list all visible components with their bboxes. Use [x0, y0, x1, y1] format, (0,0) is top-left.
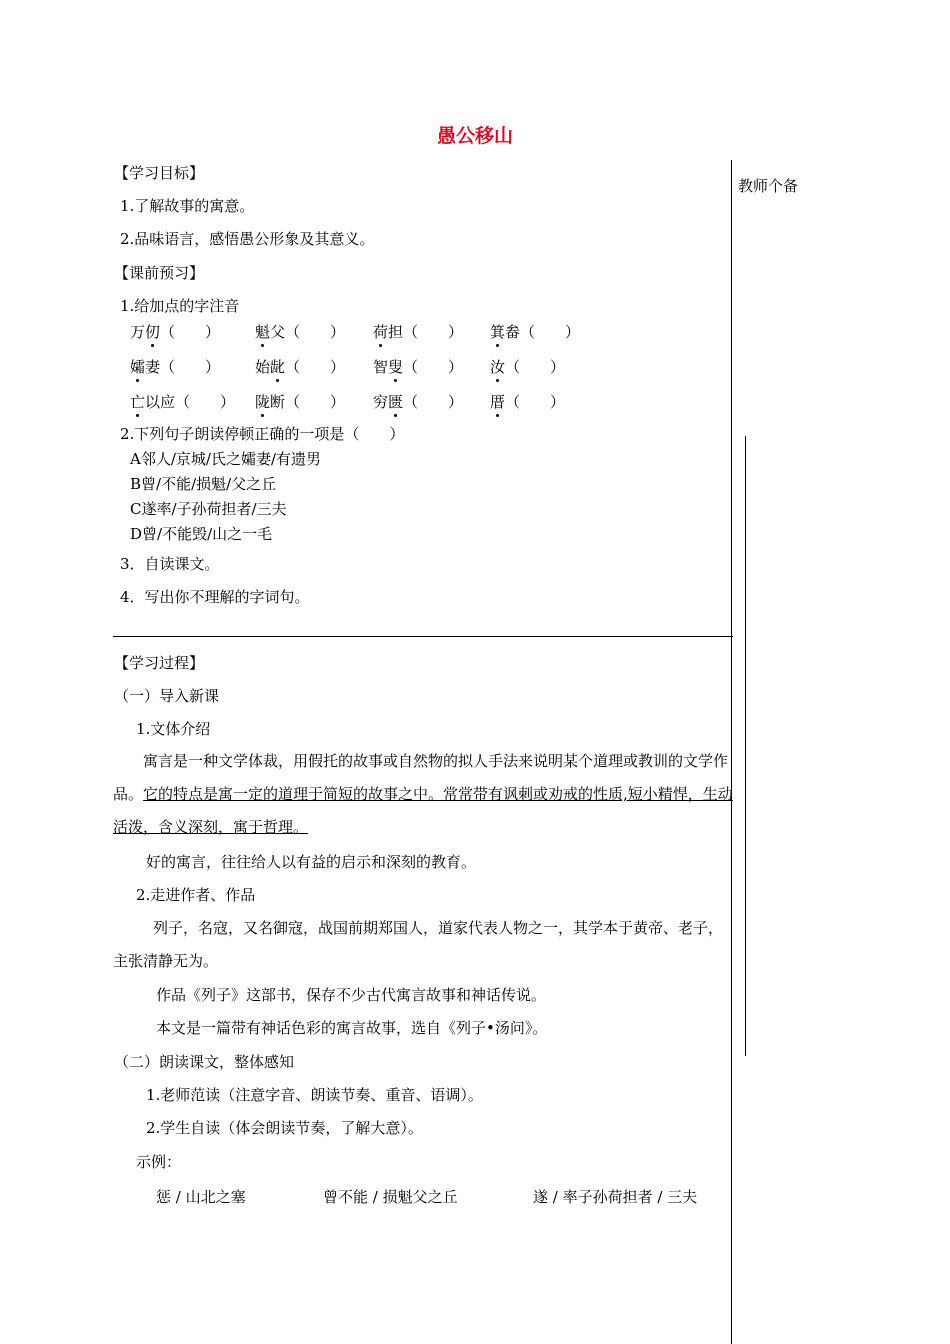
- pinyin-item: 孀妻（ ）: [130, 358, 221, 376]
- pinyin-item: 陇断（ ）: [255, 393, 346, 411]
- example-pause: 遂 / 率子孙荷担者 / 三夫: [533, 1188, 698, 1206]
- dotted-character: 匮: [388, 393, 404, 411]
- dotted-character: 魁: [255, 323, 271, 341]
- dotted-character: 陇: [255, 393, 271, 411]
- dotted-character: 叟: [388, 358, 404, 376]
- dotted-character: 仞: [145, 323, 161, 341]
- dotted-character: 龀: [270, 358, 286, 376]
- section-2-title: （二）朗读课文，整体感知: [114, 1053, 295, 1071]
- reading-step-1: 1.老师范读（注意字音、朗读节奏、重音、语调）。: [146, 1086, 483, 1104]
- goal-item: 2.品味语言，感悟愚公形象及其意义。: [120, 230, 375, 248]
- fable-definition-paragraph: 寓言是一种文学体裁，用假托的故事或自然物的拟人手法来说明某个道理或教训的文学作品。它的特点是寓一定的道理于简短的故事之中。常常带有讽刺或劝戒的性质,短小精悍，生动活泼，含义深刻，寓于哲理。: [113, 752, 733, 836]
- goal-item: 1.了解故事的寓意。: [120, 197, 255, 215]
- preview-question-4: 4．写出你不理解的字词句。: [120, 588, 310, 606]
- dotted-character: 孀: [130, 358, 146, 376]
- pinyin-item: 荷担（ ）: [373, 323, 464, 341]
- pinyin-item: 万仞（ ）: [130, 323, 221, 341]
- pinyin-item: 智叟（ ）: [373, 358, 464, 376]
- dotted-character: 厝: [490, 393, 506, 411]
- pinyin-item: 魁父（ ）: [255, 323, 346, 341]
- option-d: D曾/不能毁/山之一毛: [130, 525, 273, 543]
- section-divider: [113, 636, 733, 637]
- reading-step-2: 2.学生自读（体会朗读节奏，了解大意）。: [146, 1119, 423, 1137]
- process-heading: 【学习过程】: [114, 654, 205, 672]
- option-c: C遂率/子孙荷担者/三夫: [130, 500, 287, 518]
- example-pause: 曾不能 / 损魁父之丘: [323, 1188, 458, 1206]
- preview-heading: 【课前预习】: [114, 264, 205, 282]
- page-title: 愚公移山: [436, 125, 513, 147]
- pinyin-item: 始龀（ ）: [255, 358, 346, 376]
- dotted-character: 亡: [130, 393, 146, 411]
- genre-intro-item: 1.文体介绍: [136, 720, 211, 738]
- dotted-character: 荷: [373, 323, 389, 341]
- pinyin-item: 箕畚（ ）: [490, 323, 581, 341]
- goals-heading: 【学习目标】: [114, 164, 205, 182]
- option-a: A邻人/京城/氏之孀妻/有遗男: [130, 450, 321, 468]
- margin-divider-line-secondary: [745, 436, 746, 1056]
- pinyin-item: 亡以应（ ）: [130, 393, 236, 411]
- fable-value-paragraph: 好的寓言，往往给人以有益的启示和深刻的教育。: [146, 853, 477, 871]
- example-pause: 惩 / 山北之塞: [156, 1188, 246, 1206]
- author-paragraph: 列子，名寇，又名御寇，战国前期郑国人，道家代表人物之一，其学本于黄帝、老子，主张清静无为。: [113, 919, 724, 970]
- work-paragraph: 作品《列子》这部书，保存不少古代寓言故事和神话传说。: [156, 986, 547, 1004]
- pinyin-item: 厝（ ）: [490, 393, 566, 411]
- preview-question-3: 3．自读课文。: [120, 555, 220, 573]
- teacher-note-label: 教师个备: [738, 177, 799, 195]
- preview-question-1: 1.给加点的字注音: [120, 297, 240, 315]
- source-paragraph: 本文是一篇带有神话色彩的寓言故事，选自《列子•汤问》。: [156, 1019, 548, 1037]
- underlined-text: 它的特点是寓一定的道理于简短的故事之中。常常带有讽刺或劝戒的性质,短小精悍，生动活泼，含义深刻，寓于哲理。: [113, 785, 733, 836]
- dotted-character: 箕: [490, 323, 506, 341]
- pinyin-item: 穷匮（ ）: [373, 393, 464, 411]
- dotted-character: 汝: [490, 358, 506, 376]
- option-b: B曾/不能/损魁/父之丘: [130, 475, 277, 493]
- pinyin-item: 汝（ ）: [490, 358, 566, 376]
- preview-question-2: 2.下列句子朗读停顿正确的一项是（ ）: [120, 425, 405, 443]
- author-intro-item: 2.走进作者、作品: [136, 886, 256, 904]
- example-label: 示例：: [136, 1153, 182, 1171]
- section-1-title: （一）导入新课: [114, 687, 220, 705]
